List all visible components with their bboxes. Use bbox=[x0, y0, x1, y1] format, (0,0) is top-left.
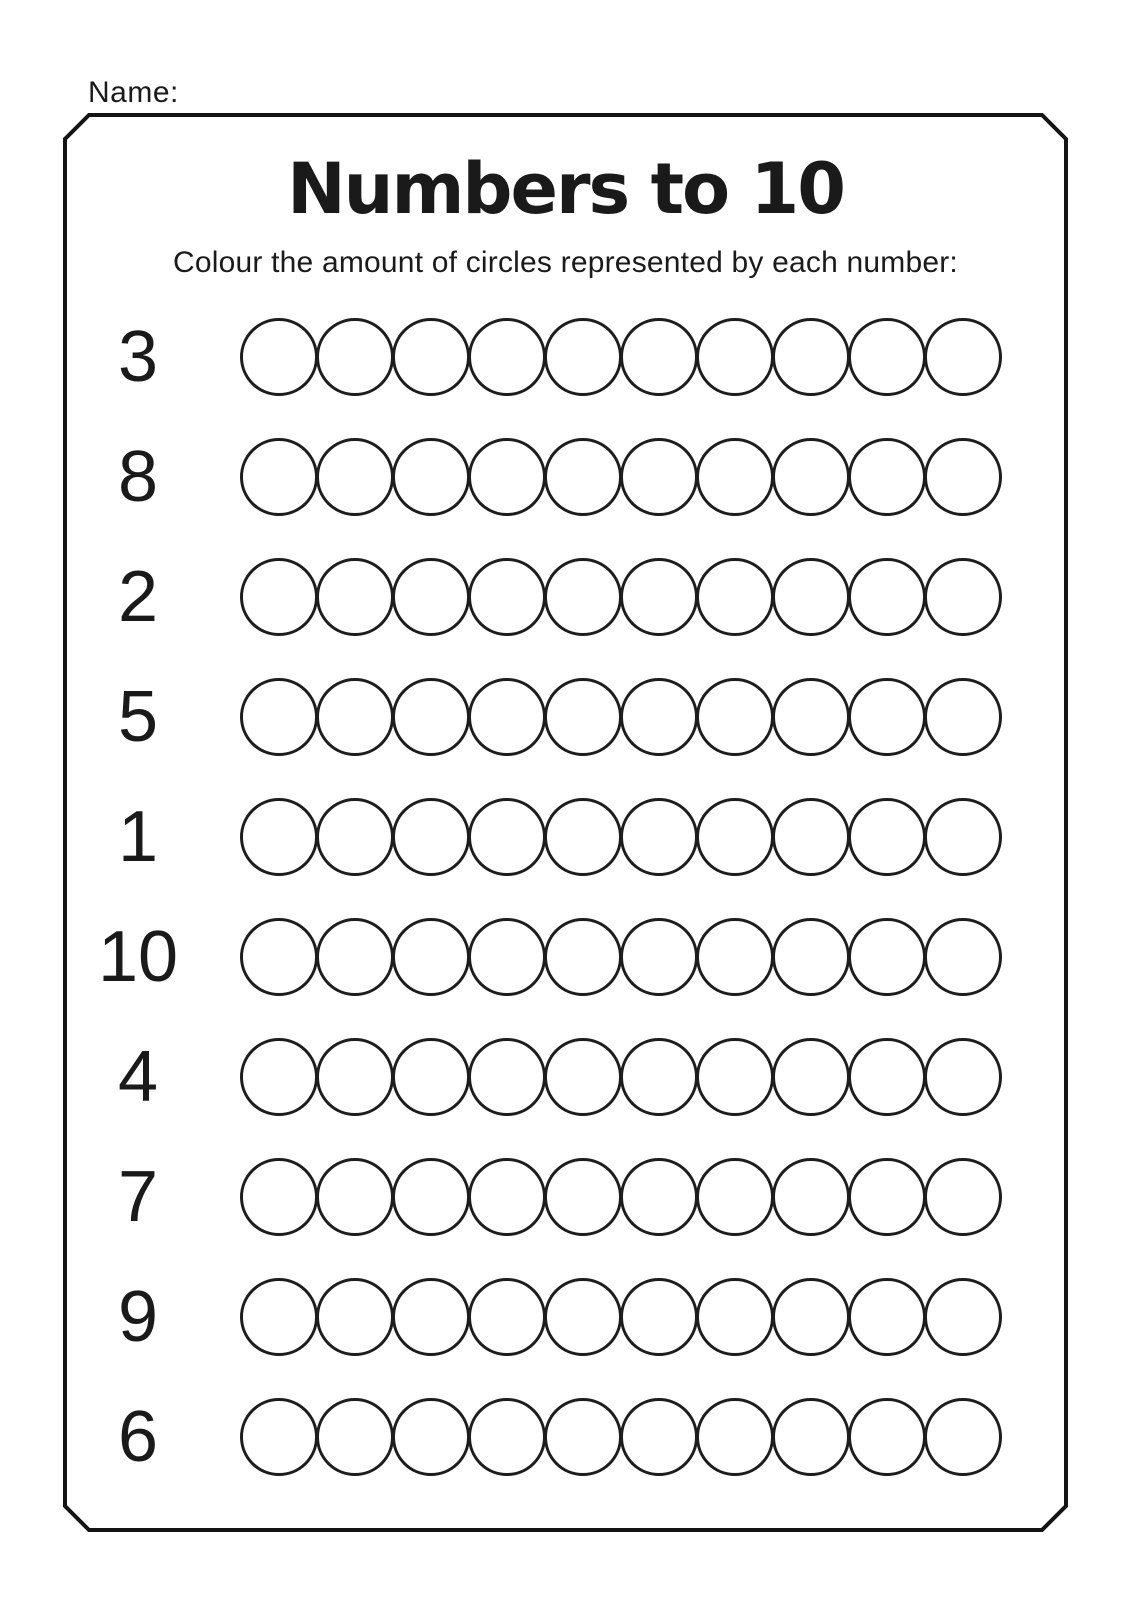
colorable-circle[interactable] bbox=[468, 1278, 546, 1356]
colorable-circle[interactable] bbox=[620, 558, 698, 636]
colorable-circle[interactable] bbox=[544, 1158, 622, 1236]
row-number-label: 5 bbox=[117, 677, 159, 757]
colorable-circle[interactable] bbox=[696, 1038, 774, 1116]
colorable-circle[interactable] bbox=[772, 1398, 850, 1476]
colorable-circle[interactable] bbox=[544, 678, 622, 756]
name-write-area[interactable] bbox=[193, 68, 613, 102]
colorable-circle[interactable] bbox=[468, 1158, 546, 1236]
colorable-circle[interactable] bbox=[316, 1038, 394, 1116]
colorable-circle[interactable] bbox=[924, 1158, 1002, 1236]
circle-group bbox=[240, 1278, 1002, 1356]
colorable-circle[interactable] bbox=[468, 1038, 546, 1116]
circle-group bbox=[240, 798, 1002, 876]
colorable-circle[interactable] bbox=[240, 1278, 318, 1356]
row-number-label: 6 bbox=[117, 1397, 159, 1477]
colorable-circle[interactable] bbox=[316, 678, 394, 756]
circle-group bbox=[240, 1398, 1002, 1476]
circle-group bbox=[240, 318, 1002, 396]
worksheet-title: Numbers to 10 bbox=[287, 148, 844, 230]
colorable-circle[interactable] bbox=[924, 918, 1002, 996]
colorable-circle[interactable] bbox=[240, 678, 318, 756]
colorable-circle[interactable] bbox=[620, 1038, 698, 1116]
number-row bbox=[63, 1377, 1068, 1497]
colorable-circle[interactable] bbox=[620, 1278, 698, 1356]
colorable-circle[interactable] bbox=[620, 798, 698, 876]
number-row bbox=[63, 1017, 1068, 1137]
colorable-circle[interactable] bbox=[696, 558, 774, 636]
colorable-circle[interactable] bbox=[468, 438, 546, 516]
colorable-circle[interactable] bbox=[240, 798, 318, 876]
colorable-circle[interactable] bbox=[772, 918, 850, 996]
name-row bbox=[88, 68, 613, 110]
row-number-label: 7 bbox=[117, 1157, 159, 1237]
colorable-circle[interactable] bbox=[468, 318, 546, 396]
colorable-circle[interactable] bbox=[848, 1398, 926, 1476]
colorable-circle[interactable] bbox=[468, 918, 546, 996]
colorable-circle[interactable] bbox=[772, 798, 850, 876]
colorable-circle[interactable] bbox=[392, 318, 470, 396]
colorable-circle[interactable] bbox=[924, 1038, 1002, 1116]
colorable-circle[interactable] bbox=[924, 1278, 1002, 1356]
colorable-circle[interactable] bbox=[544, 318, 622, 396]
colorable-circle[interactable] bbox=[316, 558, 394, 636]
colorable-circle[interactable] bbox=[240, 1158, 318, 1236]
row-number-label: 9 bbox=[117, 1277, 159, 1357]
colorable-circle[interactable] bbox=[848, 558, 926, 636]
colorable-circle[interactable] bbox=[240, 438, 318, 516]
colorable-circle[interactable] bbox=[316, 1278, 394, 1356]
colorable-circle[interactable] bbox=[392, 1158, 470, 1236]
row-number-label: 1 bbox=[117, 797, 159, 877]
row-number-label: 8 bbox=[117, 437, 159, 517]
colorable-circle[interactable] bbox=[924, 318, 1002, 396]
colorable-circle[interactable] bbox=[544, 798, 622, 876]
number-row bbox=[63, 1257, 1068, 1377]
colorable-circle[interactable] bbox=[696, 1398, 774, 1476]
colorable-circle[interactable] bbox=[772, 318, 850, 396]
colorable-circle[interactable] bbox=[848, 1158, 926, 1236]
number-row bbox=[63, 897, 1068, 1017]
colorable-circle[interactable] bbox=[848, 918, 926, 996]
colorable-circle[interactable] bbox=[696, 438, 774, 516]
colorable-circle[interactable] bbox=[544, 558, 622, 636]
number-row bbox=[63, 297, 1068, 417]
worksheet-instruction: Colour the amount of circles represented by each number: bbox=[173, 246, 958, 279]
row-number-label: 4 bbox=[117, 1037, 159, 1117]
colorable-circle[interactable] bbox=[316, 438, 394, 516]
rows bbox=[63, 297, 1068, 1497]
colorable-circle[interactable] bbox=[392, 798, 470, 876]
number-row bbox=[63, 1137, 1068, 1257]
colorable-circle[interactable] bbox=[696, 918, 774, 996]
colorable-circle[interactable] bbox=[848, 1038, 926, 1116]
colorable-circle[interactable] bbox=[696, 1158, 774, 1236]
worksheet-frame bbox=[63, 113, 1068, 1532]
colorable-circle[interactable] bbox=[924, 678, 1002, 756]
colorable-circle[interactable] bbox=[392, 918, 470, 996]
colorable-circle[interactable] bbox=[696, 678, 774, 756]
number-row bbox=[63, 657, 1068, 777]
colorable-circle[interactable] bbox=[468, 558, 546, 636]
colorable-circle[interactable] bbox=[544, 1398, 622, 1476]
colorable-circle[interactable] bbox=[848, 438, 926, 516]
row-number-label: 10 bbox=[97, 917, 179, 997]
colorable-circle[interactable] bbox=[544, 438, 622, 516]
number-row bbox=[63, 417, 1068, 537]
colorable-circle[interactable] bbox=[240, 918, 318, 996]
colorable-circle[interactable] bbox=[772, 1158, 850, 1236]
name-label: Name: bbox=[88, 76, 179, 109]
colorable-circle[interactable] bbox=[544, 918, 622, 996]
circle-group bbox=[240, 438, 1002, 516]
colorable-circle[interactable] bbox=[772, 1278, 850, 1356]
colorable-circle[interactable] bbox=[696, 1278, 774, 1356]
colorable-circle[interactable] bbox=[240, 318, 318, 396]
colorable-circle[interactable] bbox=[392, 558, 470, 636]
colorable-circle[interactable] bbox=[772, 558, 850, 636]
number-row bbox=[63, 777, 1068, 897]
colorable-circle[interactable] bbox=[924, 558, 1002, 636]
colorable-circle[interactable] bbox=[316, 318, 394, 396]
colorable-circle[interactable] bbox=[848, 678, 926, 756]
colorable-circle[interactable] bbox=[696, 318, 774, 396]
colorable-circle[interactable] bbox=[240, 558, 318, 636]
colorable-circle[interactable] bbox=[620, 1158, 698, 1236]
circle-group bbox=[240, 918, 1002, 996]
colorable-circle[interactable] bbox=[316, 1158, 394, 1236]
colorable-circle[interactable] bbox=[468, 798, 546, 876]
colorable-circle[interactable] bbox=[620, 318, 698, 396]
row-number-label: 2 bbox=[117, 557, 159, 637]
row-number-label: 3 bbox=[117, 317, 159, 397]
colorable-circle[interactable] bbox=[392, 438, 470, 516]
colorable-circle[interactable] bbox=[620, 438, 698, 516]
colorable-circle[interactable] bbox=[316, 798, 394, 876]
circle-group bbox=[240, 1158, 1002, 1236]
colorable-circle[interactable] bbox=[772, 1038, 850, 1116]
colorable-circle[interactable] bbox=[848, 318, 926, 396]
colorable-circle[interactable] bbox=[392, 678, 470, 756]
circle-group bbox=[240, 678, 1002, 756]
colorable-circle[interactable] bbox=[392, 1278, 470, 1356]
colorable-circle[interactable] bbox=[924, 798, 1002, 876]
colorable-circle[interactable] bbox=[240, 1398, 318, 1476]
colorable-circle[interactable] bbox=[848, 798, 926, 876]
colorable-circle[interactable] bbox=[544, 1278, 622, 1356]
colorable-circle[interactable] bbox=[620, 918, 698, 996]
colorable-circle[interactable] bbox=[316, 1398, 394, 1476]
colorable-circle[interactable] bbox=[772, 438, 850, 516]
colorable-circle[interactable] bbox=[392, 1038, 470, 1116]
colorable-circle[interactable] bbox=[848, 1278, 926, 1356]
colorable-circle[interactable] bbox=[468, 1398, 546, 1476]
colorable-circle[interactable] bbox=[316, 918, 394, 996]
circle-group bbox=[240, 558, 1002, 636]
colorable-circle[interactable] bbox=[240, 1038, 318, 1116]
colorable-circle[interactable] bbox=[620, 678, 698, 756]
colorable-circle[interactable] bbox=[696, 798, 774, 876]
number-row bbox=[63, 537, 1068, 657]
colorable-circle[interactable] bbox=[772, 678, 850, 756]
colorable-circle[interactable] bbox=[620, 1398, 698, 1476]
colorable-circle[interactable] bbox=[544, 1038, 622, 1116]
colorable-circle[interactable] bbox=[924, 1398, 1002, 1476]
colorable-circle[interactable] bbox=[468, 678, 546, 756]
colorable-circle[interactable] bbox=[924, 438, 1002, 516]
circle-group bbox=[240, 1038, 1002, 1116]
colorable-circle[interactable] bbox=[392, 1398, 470, 1476]
